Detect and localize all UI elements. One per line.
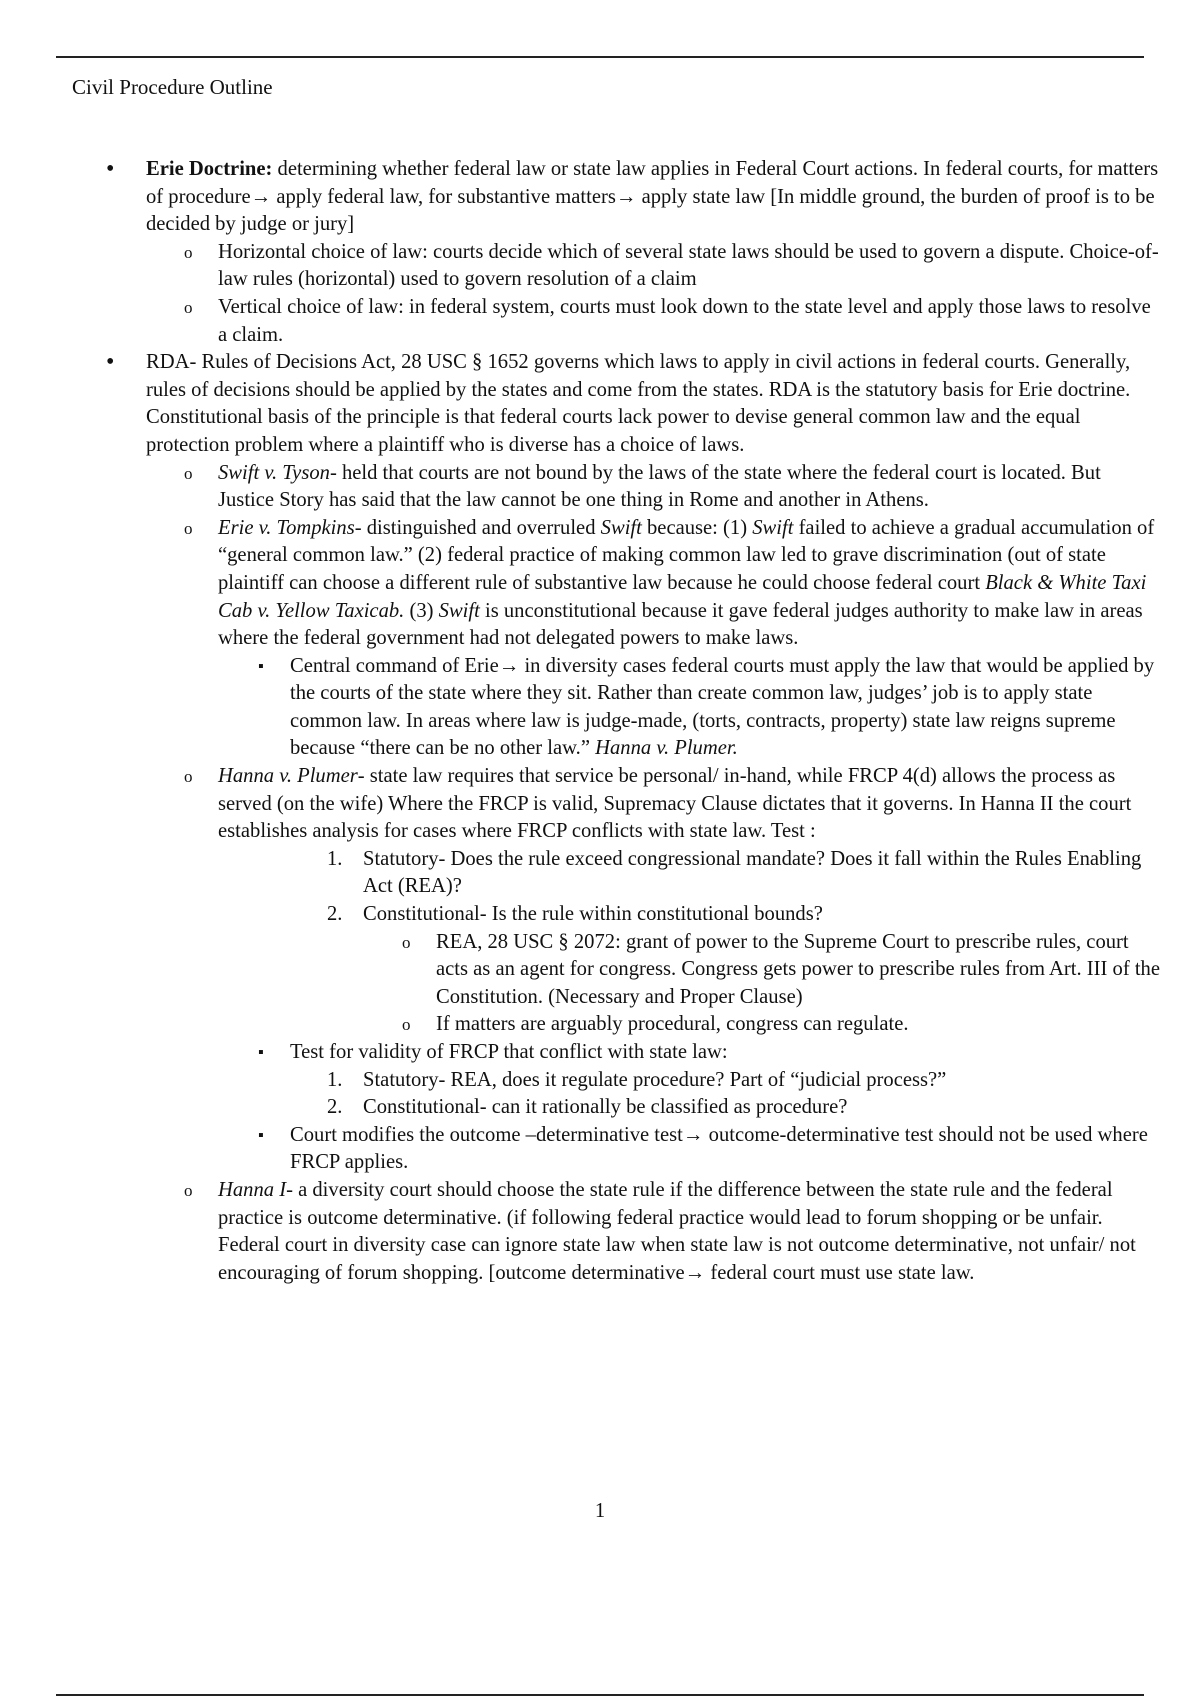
circle-marker: o <box>402 1015 411 1035</box>
term: Erie Doctrine: <box>146 158 273 180</box>
outline-item-erie: • Erie Doctrine: determining whether federal law or state law applies in Federal Court actions. In federal courts, for matters of procedure→ apply federal law, for substantive matters→ apply state law [In middle ground, the burden of proof is to be decided by judge or jury] <box>106 156 1159 236</box>
circle-marker: o <box>184 767 193 787</box>
outline-subitem-procedural: o If matters are arguably procedural, congress can regulate. <box>0 1011 1200 1039</box>
circle-marker: o <box>184 518 193 538</box>
number-marker: 2. <box>327 903 343 926</box>
page-number: 1 <box>594 1500 606 1522</box>
number-marker: 1. <box>327 1068 343 1091</box>
bullet-marker: • <box>106 349 115 376</box>
case-name: Swift v. Tyson <box>218 461 330 484</box>
outline <box>0 156 1200 1287</box>
outline-subitem-hanna: o Hanna v. Plumer- state law requires that service be personal/ in-hand, while FRCP 4(d) allows the process as served (on the wife) Where the FRCP is valid, Supremacy Clause dictates that it governs. In Hanna II the court establishes analysis for cases where FRCP conflicts with state law. Test : <box>184 765 1132 843</box>
top-rule <box>56 56 1144 58</box>
square-marker: ▪ <box>258 1126 264 1144</box>
outline-subitem-horizontal: o Horizontal choice of law: courts decide which of several state laws should be used to govern a dispute. Choice-of-law rules (horizontal) used to govern resolution of a claim <box>184 240 1159 291</box>
outline-subitem-vertical: o Vertical choice of law: in federal system, courts must look down to the state level and apply those laws to resolve a claim. <box>184 295 1151 346</box>
circle-marker: o <box>184 463 193 483</box>
case-name: Erie v. Tompkins <box>218 516 355 539</box>
outline-subitem-swift: o Swift v. Tyson- held that courts are not bound by the laws of the state where the federal court is located. But Justice Story has said that the law cannot be one thing in Rome and another in Athens. <box>184 461 1101 512</box>
bottom-rule <box>56 1694 1144 1696</box>
page-header: Civil Procedure Outline <box>72 75 273 99</box>
outline-subitem-validity: ▪ Test for validity of FRCP that conflict with state law: <box>0 1039 1200 1067</box>
test-step-constitutional: 2. Constitutional- Is the rule within constitutional bounds? <box>0 901 1200 929</box>
case-name: Hanna I <box>218 1178 287 1201</box>
bullet-marker: • <box>106 156 115 182</box>
square-marker: ▪ <box>258 1044 264 1061</box>
number-marker: 2. <box>327 1096 343 1119</box>
validity-step-constitutional: 2. Constitutional- can it rationally be classified as procedure? <box>0 1094 1200 1122</box>
case-name: Hanna v. Plumer <box>218 765 358 788</box>
outline-subitem-hanna-i: o Hanna I- a diversity court should choose the state rule if the difference between the state rule and the federal practice is outcome determinative. (if following federal practice would lead to forum shopping or be unfair. Federal court in diversity case can ignore state law when state law is not outcome determinative, not unfair/ not encouraging of forum shopping. [outcome determinative→ federal court must use state law. <box>184 1178 1136 1284</box>
number-marker: 1. <box>327 847 343 870</box>
outline-subitem-central-command: ▪ Central command of Erie→ in diversity cases federal courts must apply the law that would be applied by the courts of the state where they sit. Rather than create common law, judges’ job is to apply state common law. In areas where law is judge-made, (torts, contracts, property) state law reigns supreme because “there can be no other law.” Hanna v. Plumer. <box>258 654 1155 760</box>
circle-marker: o <box>402 932 411 952</box>
circle-marker: o <box>184 242 193 262</box>
outline-subitem-modifies: ▪ Court modifies the outcome –determinative test→ outcome-determinative test should not be used where FRCP applies. <box>258 1123 1148 1174</box>
outline-subitem-rea: o REA, 28 USC § 2072: grant of power to the Supreme Court to prescribe rules, court acts as an agent for congress. Congress gets power to prescribe rules from Art. III of the Constitution. (Necessary and Proper Clause) <box>402 930 1160 1008</box>
circle-marker: o <box>184 1180 193 1200</box>
circle-marker: o <box>184 297 193 317</box>
square-marker: ▪ <box>258 657 264 675</box>
outline-item-rda: • RDA- Rules of Decisions Act, 28 USC § 1652 governs which laws to apply in civil actions in federal courts. Generally, rules of decisions should be applied by the states and come from the states. RDA is the statutory basis for Erie doctrine. Constitutional basis of the principle is that federal courts lack power to devise general common law and the equal protection problem where a plaintiff who is diverse has a choice of laws. <box>106 349 1131 456</box>
test-step-statutory: 1. Statutory- Does the rule exceed congressional mandate? Does it fall within the Rules Enabling Act (REA)? <box>327 847 1142 898</box>
validity-step-statutory: 1. Statutory- REA, does it regulate procedure? Part of “judicial process?” <box>0 1067 1200 1095</box>
outline-subitem-erie-tompkins: o Erie v. Tompkins- distinguished and overruled Swift because: (1) Swift failed to achieve a gradual accumulation of “general common law.” (2) federal practice of making common law led to grave discrimination (out of state plaintiff can choose a different rule of substantive law because he could choose federal court Black & White Taxi Cab v. Yellow Taxicab. (3) Swift is unconstitutional because it gave federal judges authority to make law in areas where the federal government had not delegated powers to make laws. <box>184 516 1155 650</box>
